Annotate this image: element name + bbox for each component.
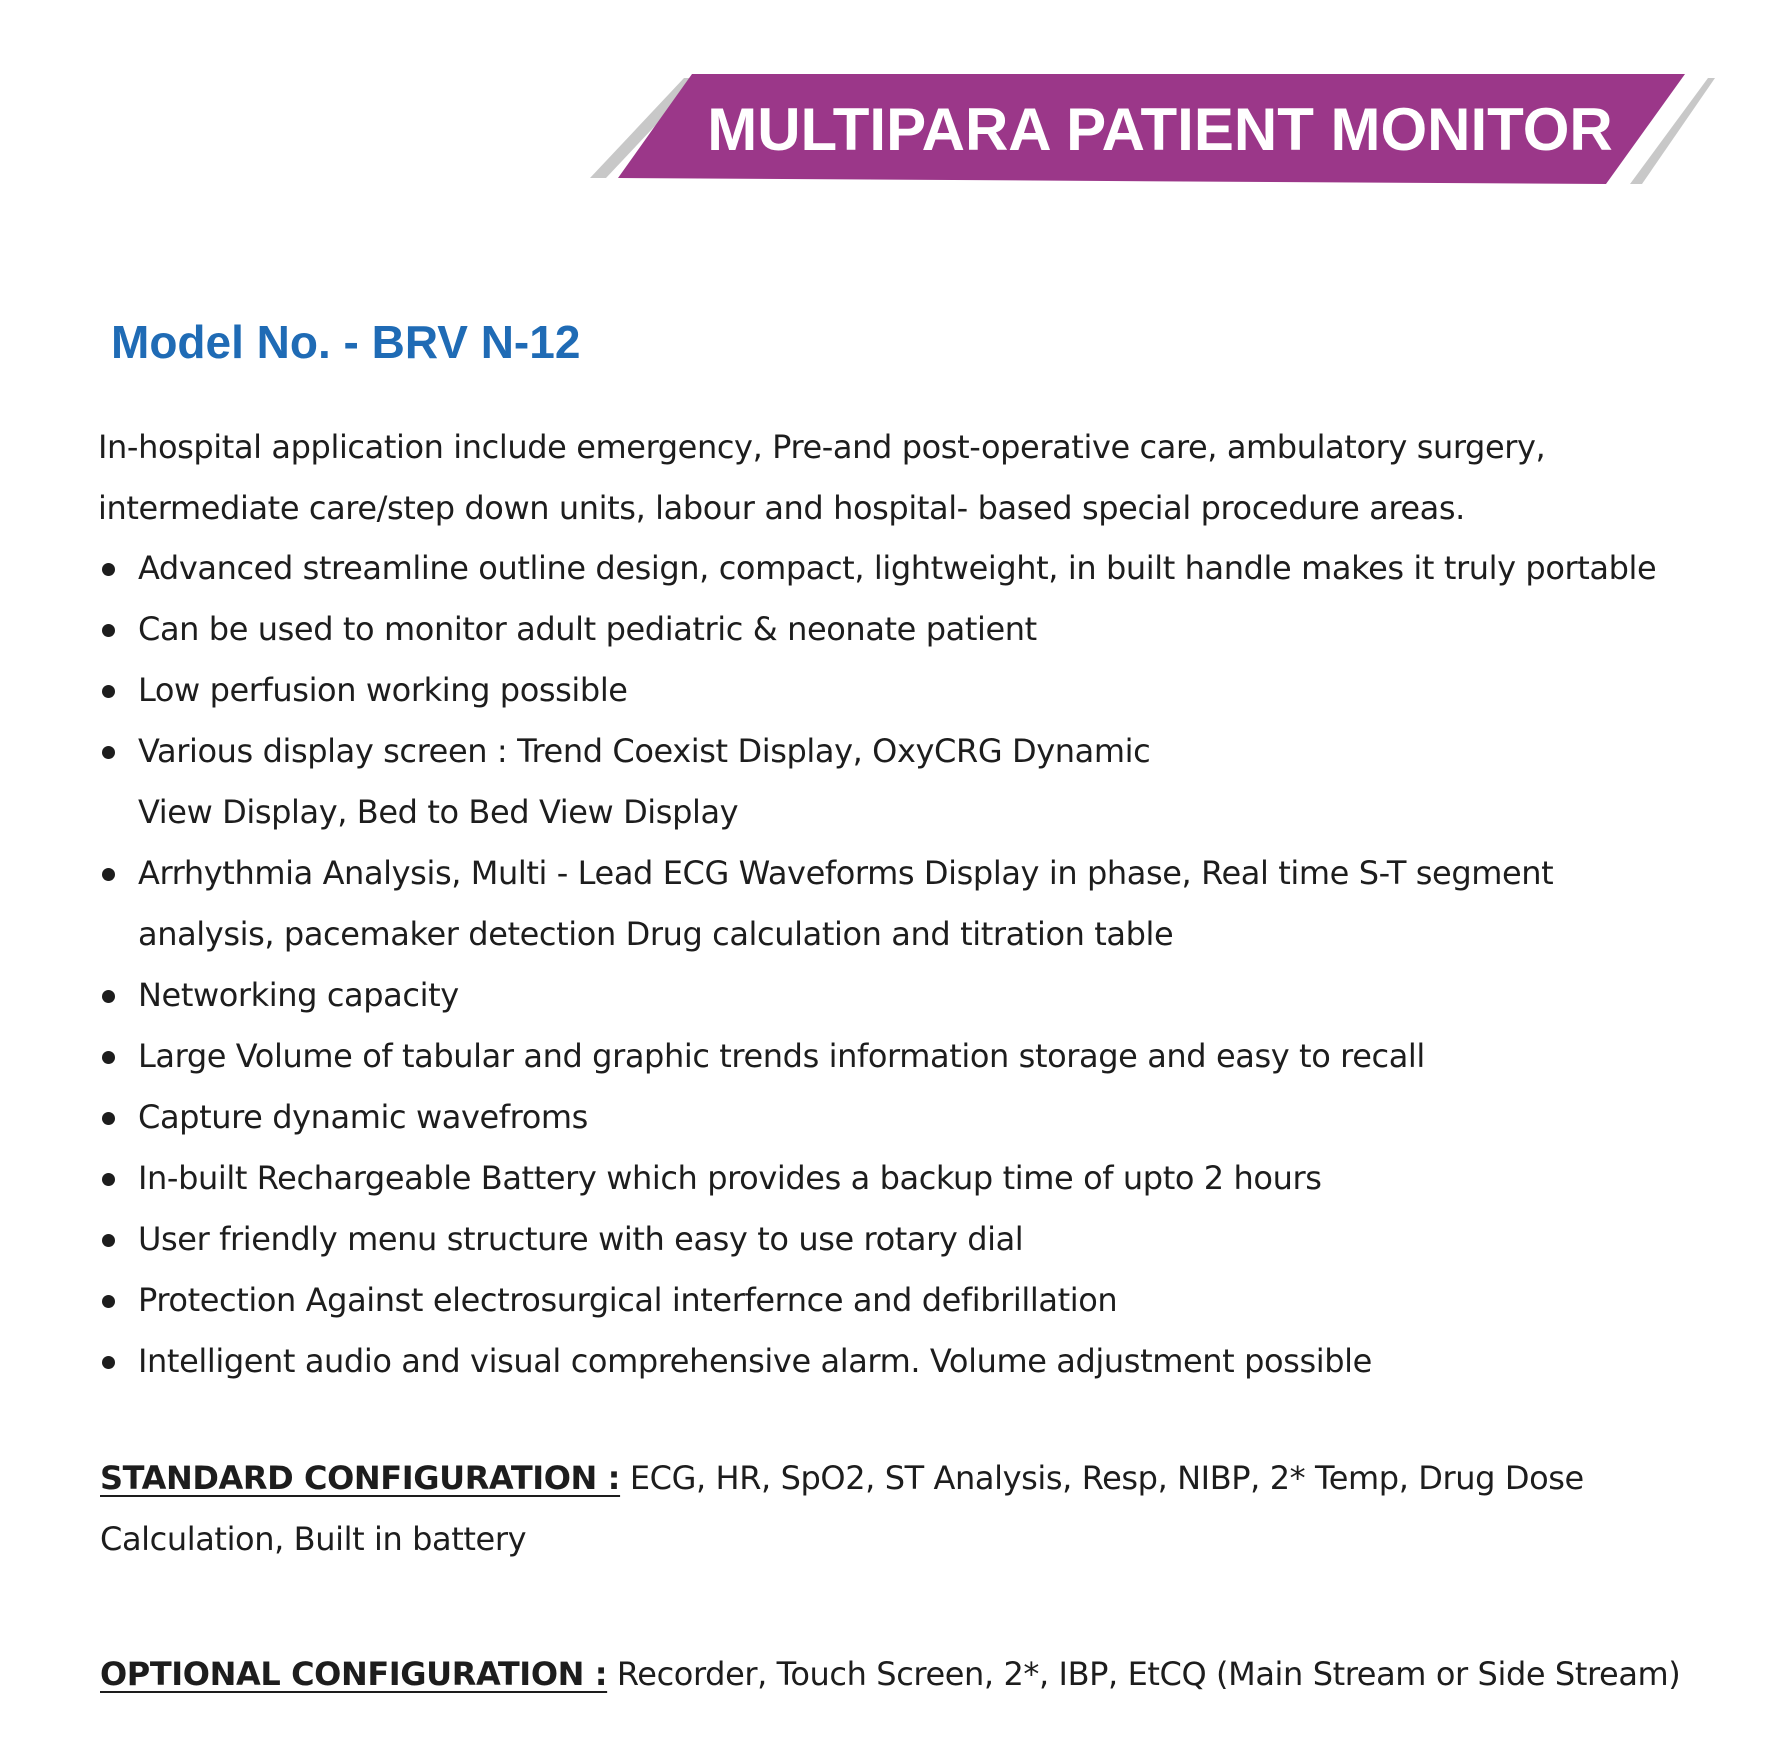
list-item: [98, 1331, 1748, 1392]
list-item: [98, 721, 1748, 843]
bullet-dot-icon: [102, 1234, 115, 1247]
standard-configuration: [100, 1448, 1750, 1570]
bullet-dot-icon: [102, 1051, 115, 1064]
intro-paragraph: In-hospital application include emergency, Pre-and post-operative care, ambulatory surgery, intermediate care/step down units, labour and hospital- based special procedure areas.: [98, 428, 1546, 527]
feature-text: Networking capacity: [138, 976, 459, 1014]
bullet-dot-icon: [102, 1173, 115, 1186]
optional-configuration-value: Recorder, Touch Screen, 2*, IBP, EtCQ (Main Stream or Side Stream): [607, 1655, 1681, 1693]
bullet-dot-icon: [102, 1356, 115, 1369]
bullet-dot-icon: [102, 624, 115, 637]
feature-text: Various display screen : Trend Coexist Display, OxyCRG Dynamic View Display, Bed to Bed View Display: [138, 732, 1151, 831]
title-banner: [590, 74, 1715, 186]
bullet-dot-icon: [102, 746, 115, 759]
standard-configuration-label: STANDARD CONFIGURATION :: [100, 1459, 621, 1497]
feature-text: Intelligent audio and visual comprehensive alarm. Volume adjustment possible: [138, 1342, 1372, 1380]
feature-list: [98, 538, 1748, 1392]
optional-configuration: [100, 1644, 1750, 1705]
bullet-dot-icon: [102, 1112, 115, 1125]
feature-text: User friendly menu structure with easy to use rotary dial: [138, 1220, 1024, 1258]
bullet-dot-icon: [102, 685, 115, 698]
feature-text: Low perfusion working possible: [138, 671, 628, 709]
bullet-dot-icon: [102, 990, 115, 1003]
feature-text: Large Volume of tabular and graphic trends information storage and easy to recall: [138, 1037, 1425, 1075]
list-item: [98, 1148, 1748, 1209]
feature-text: Capture dynamic wavefroms: [138, 1098, 588, 1136]
list-item: [98, 660, 1748, 721]
feature-text: Protection Against electrosurgical interfernce and defibrillation: [138, 1281, 1118, 1319]
optional-configuration-label: OPTIONAL CONFIGURATION :: [100, 1655, 608, 1693]
feature-text: In-built Rechargeable Battery which provides a backup time of upto 2 hours: [138, 1159, 1322, 1197]
list-item: [98, 965, 1748, 1026]
list-item: [98, 1087, 1748, 1148]
list-item: [98, 1270, 1748, 1331]
bullet-dot-icon: [102, 1295, 115, 1308]
list-item: [98, 843, 1748, 965]
list-item: [98, 538, 1748, 599]
model-number: Model No. - BRV N-12: [111, 316, 581, 368]
feature-text: Can be used to monitor adult pediatric & neonate patient: [138, 610, 1037, 648]
bullet-dot-icon: [102, 868, 115, 881]
bullet-dot-icon: [102, 563, 115, 576]
page-title: MULTIPARA PATIENT MONITOR: [707, 96, 1613, 163]
feature-text: Advanced streamline outline design, compact, lightweight, in built handle makes it truly portable: [138, 549, 1657, 587]
standard-configuration-value: ECG, HR, SpO2, ST Analysis, Resp, NIBP, 2* Temp, Drug Dose Calculation, Built in battery: [100, 1459, 1584, 1558]
feature-text: Arrhythmia Analysis, Multi - Lead ECG Waveforms Display in phase, Real time S-T segment analysis, pacemaker detection Drug calculation and titration table: [138, 854, 1554, 953]
list-item: [98, 599, 1748, 660]
list-item: [98, 1026, 1748, 1087]
list-item: [98, 1209, 1748, 1270]
